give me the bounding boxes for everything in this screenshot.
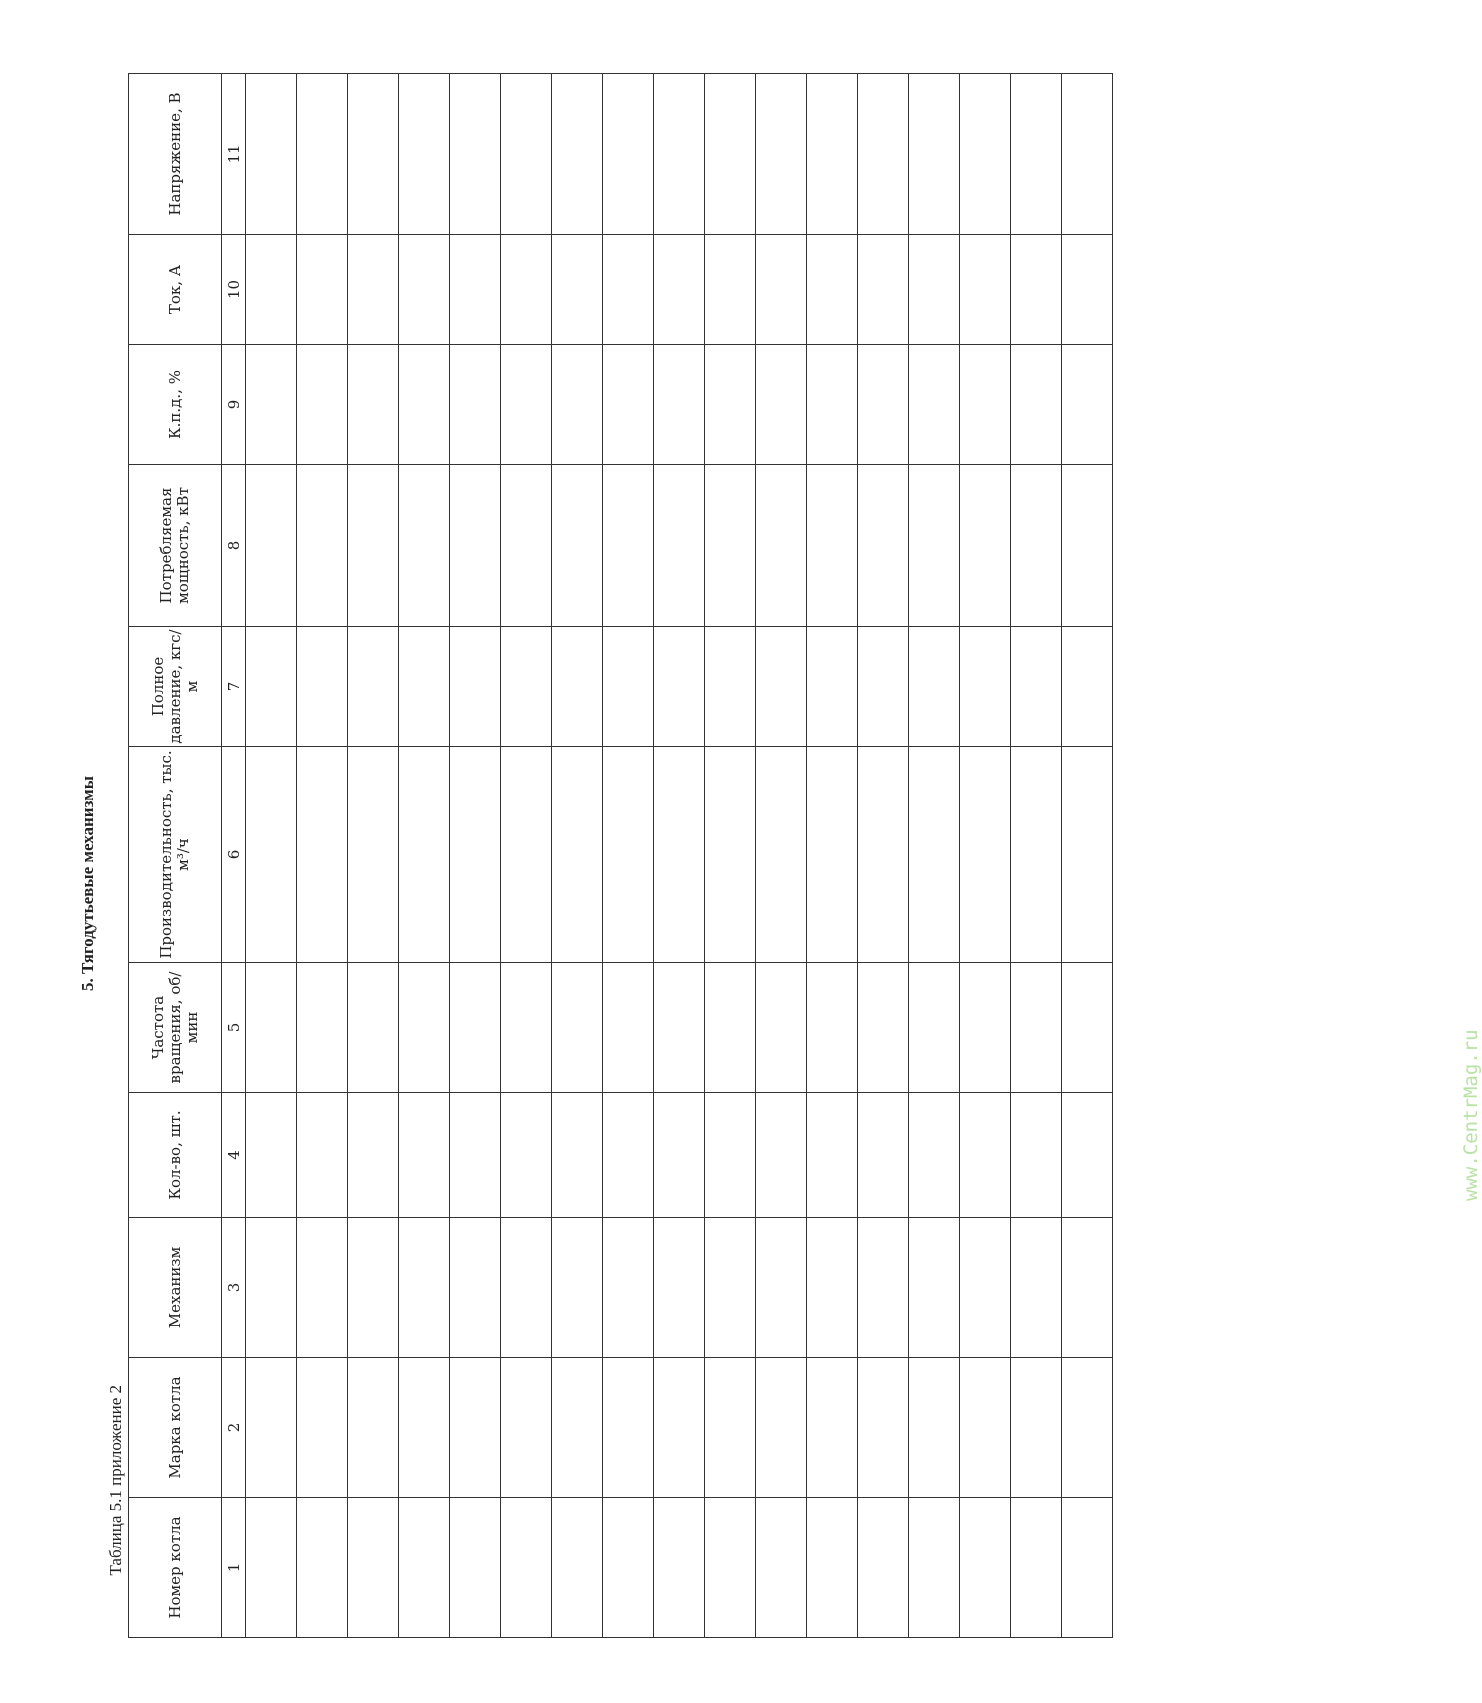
table-cell [1011, 1093, 1062, 1218]
table-cell [807, 627, 858, 747]
table-cell [603, 1218, 654, 1358]
table-cell [1011, 747, 1062, 963]
table-cell [909, 747, 960, 963]
table-cell [297, 1093, 348, 1218]
table-cell [348, 747, 399, 963]
table-cell [450, 1093, 501, 1218]
table-cell [1011, 1358, 1062, 1498]
table-cell [960, 345, 1011, 465]
table-cell [858, 235, 909, 345]
table-cell [297, 1358, 348, 1498]
table-cell [552, 74, 603, 235]
table-cell [603, 627, 654, 747]
table-cell [756, 1218, 807, 1358]
table-cell [756, 747, 807, 963]
table-cell [858, 74, 909, 235]
table-cell [1062, 747, 1113, 963]
table-cell [552, 1093, 603, 1218]
number-row [222, 74, 246, 1638]
table-cell [348, 1218, 399, 1358]
table-cell [756, 1093, 807, 1218]
table-cell [348, 627, 399, 747]
table-cell [807, 235, 858, 345]
table-cell [501, 74, 552, 235]
table-cell [756, 1358, 807, 1498]
table-cell [858, 627, 909, 747]
table-cell [858, 1358, 909, 1498]
table-cell [348, 235, 399, 345]
table-cell [909, 465, 960, 627]
table-row [654, 74, 705, 1638]
header-cell: Ток, А [129, 235, 222, 345]
table-cell [552, 963, 603, 1093]
table-cell [1011, 627, 1062, 747]
table-cell [552, 465, 603, 627]
table-cell [1011, 1218, 1062, 1358]
number-cell: 11 [222, 74, 246, 235]
table-cell [1062, 235, 1113, 345]
table-cell [705, 627, 756, 747]
table-cell [246, 1093, 297, 1218]
table-caption: Таблица 5.1 приложение 2 [106, 1385, 125, 1576]
table-cell [501, 1358, 552, 1498]
table-cell [1062, 963, 1113, 1093]
table-cell [603, 345, 654, 465]
table-cell [807, 747, 858, 963]
table-cell [246, 235, 297, 345]
table-cell [705, 963, 756, 1093]
table-cell [603, 465, 654, 627]
table-row [909, 74, 960, 1638]
table-cell [399, 235, 450, 345]
table-cell [858, 747, 909, 963]
table-cell [960, 963, 1011, 1093]
table-cell [501, 1093, 552, 1218]
table-row [501, 74, 552, 1638]
table-cell [246, 1218, 297, 1358]
table-cell [297, 74, 348, 235]
watermark: www.CentrMag.ru [1460, 1029, 1482, 1201]
table-cell [297, 963, 348, 1093]
number-cell: 2 [222, 1358, 246, 1498]
table-cell [297, 465, 348, 627]
table-cell [348, 1498, 399, 1638]
table-cell [1062, 1498, 1113, 1638]
table-cell [705, 1218, 756, 1358]
table-cell [756, 963, 807, 1093]
table-cell [399, 1358, 450, 1498]
table-cell [807, 1358, 858, 1498]
section-title: 5. Тягодутьевые механизмы [78, 775, 97, 991]
table-cell [654, 1358, 705, 1498]
table-cell [654, 963, 705, 1093]
header-cell: Частота вращения, об/мин [129, 963, 222, 1093]
table-cell [348, 963, 399, 1093]
table-cell [705, 747, 756, 963]
table-cell [909, 1358, 960, 1498]
table-cell [1062, 345, 1113, 465]
table-cell [246, 345, 297, 465]
table-cell [450, 1358, 501, 1498]
table-cell [246, 963, 297, 1093]
table-cell [1011, 235, 1062, 345]
table-row [450, 74, 501, 1638]
header-row [129, 74, 222, 1638]
table-cell [756, 1498, 807, 1638]
table-cell [960, 1498, 1011, 1638]
table-cell [960, 627, 1011, 747]
table-cell [654, 465, 705, 627]
table-cell [552, 627, 603, 747]
table-cell [756, 74, 807, 235]
table-cell [960, 465, 1011, 627]
table-cell [756, 627, 807, 747]
table-cell [807, 465, 858, 627]
table-cell [909, 74, 960, 235]
table-cell [246, 627, 297, 747]
table-cell [654, 235, 705, 345]
table-cell [246, 1498, 297, 1638]
table-cell [399, 1093, 450, 1218]
table-cell [246, 1358, 297, 1498]
table-cell [348, 1358, 399, 1498]
table-cell [603, 747, 654, 963]
table-cell [807, 1498, 858, 1638]
table-cell [807, 1218, 858, 1358]
table-cell [705, 235, 756, 345]
table-cell [1062, 1358, 1113, 1498]
table-cell [858, 963, 909, 1093]
table-row [603, 74, 654, 1638]
table-cell [654, 1093, 705, 1218]
table-cell [348, 1093, 399, 1218]
table-cell [348, 465, 399, 627]
table-cell [654, 747, 705, 963]
table-cell [807, 74, 858, 235]
table-cell [348, 74, 399, 235]
table-cell [450, 963, 501, 1093]
table-cell [246, 747, 297, 963]
mechanisms-table [128, 73, 1113, 1638]
table-cell [654, 627, 705, 747]
table-row [705, 74, 756, 1638]
table-cell [858, 345, 909, 465]
number-cell: 6 [222, 747, 246, 963]
table-cell [603, 1358, 654, 1498]
table-cell [909, 345, 960, 465]
number-cell: 10 [222, 235, 246, 345]
header-cell: Механизм [129, 1218, 222, 1358]
table-cell [399, 74, 450, 235]
table-cell [756, 235, 807, 345]
table-cell [450, 747, 501, 963]
table-cell [246, 74, 297, 235]
table-cell [705, 465, 756, 627]
table-cell [1011, 345, 1062, 465]
table-cell [399, 465, 450, 627]
table-cell [348, 345, 399, 465]
table-cell [297, 345, 348, 465]
table-cell [1011, 1498, 1062, 1638]
table-cell [807, 1093, 858, 1218]
table-cell [246, 465, 297, 627]
table-row [960, 74, 1011, 1638]
table-cell [960, 747, 1011, 963]
table-cell [450, 345, 501, 465]
table-cell [858, 1218, 909, 1358]
table-row [246, 74, 297, 1638]
table-cell [807, 345, 858, 465]
table-cell [450, 74, 501, 235]
table-cell [705, 1093, 756, 1218]
table-cell [960, 74, 1011, 235]
table-cell [501, 747, 552, 963]
table-cell [501, 235, 552, 345]
table-cell [654, 74, 705, 235]
header-cell: Номер котла [129, 1498, 222, 1638]
table-cell [960, 1093, 1011, 1218]
table-cell [756, 465, 807, 627]
table-cell [705, 1358, 756, 1498]
header-cell: К.п.д., % [129, 345, 222, 465]
table-row [348, 74, 399, 1638]
number-cell: 5 [222, 963, 246, 1093]
header-cell: Производительность, тыс. м³/ч [129, 747, 222, 963]
table-row [1011, 74, 1062, 1638]
table-cell [399, 345, 450, 465]
table-cell [450, 627, 501, 747]
number-cell: 4 [222, 1093, 246, 1218]
table-cell [1062, 74, 1113, 235]
table-cell [552, 1218, 603, 1358]
header-cell: Напряжение, В [129, 74, 222, 235]
table-cell [654, 1218, 705, 1358]
table-cell [399, 627, 450, 747]
table-cell [603, 74, 654, 235]
table-cell [756, 345, 807, 465]
table-cell [909, 1218, 960, 1358]
table-cell [1062, 1218, 1113, 1358]
table-cell [960, 235, 1011, 345]
table-cell [603, 235, 654, 345]
header-cell: Потребляемая мощность, кВт [129, 465, 222, 627]
table-cell [654, 1498, 705, 1638]
table-row [297, 74, 348, 1638]
number-cell: 7 [222, 627, 246, 747]
table-cell [399, 963, 450, 1093]
table-cell [654, 345, 705, 465]
table-cell [909, 1093, 960, 1218]
table-cell [501, 627, 552, 747]
table-cell [552, 235, 603, 345]
number-cell: 1 [222, 1498, 246, 1638]
table-cell [705, 1498, 756, 1638]
table-cell [501, 1218, 552, 1358]
table-cell [501, 963, 552, 1093]
table-cell [603, 1498, 654, 1638]
number-cell: 9 [222, 345, 246, 465]
table-cell [501, 1498, 552, 1638]
table-cell [552, 747, 603, 963]
table-row [756, 74, 807, 1638]
header-cell: Кол-во, шт. [129, 1093, 222, 1218]
table-row [552, 74, 603, 1638]
number-cell: 8 [222, 465, 246, 627]
table-cell [501, 345, 552, 465]
table-cell [909, 963, 960, 1093]
table-row [807, 74, 858, 1638]
number-cell: 3 [222, 1218, 246, 1358]
header-cell: Марка котла [129, 1358, 222, 1498]
table-cell [399, 1218, 450, 1358]
table-cell [909, 235, 960, 345]
table-cell [501, 465, 552, 627]
table-cell [297, 747, 348, 963]
table-cell [858, 465, 909, 627]
table-cell [1062, 627, 1113, 747]
table-row [858, 74, 909, 1638]
table-cell [1062, 1093, 1113, 1218]
table-cell [909, 1498, 960, 1638]
table-cell [858, 1093, 909, 1218]
table-cell [552, 1358, 603, 1498]
table-cell [399, 747, 450, 963]
table-cell [1011, 465, 1062, 627]
table-cell [297, 1218, 348, 1358]
table-cell [603, 963, 654, 1093]
table-cell [297, 235, 348, 345]
table-cell [1062, 465, 1113, 627]
table-row [1062, 74, 1113, 1638]
table-cell [603, 1093, 654, 1218]
table-cell [450, 465, 501, 627]
header-cell: Полное давление, кгс/м [129, 627, 222, 747]
table-cell [297, 1498, 348, 1638]
table-cell [960, 1218, 1011, 1358]
table-cell [552, 1498, 603, 1638]
table-cell [1011, 963, 1062, 1093]
table-cell [960, 1358, 1011, 1498]
table-cell [552, 345, 603, 465]
table-cell [450, 1218, 501, 1358]
table-cell [450, 1498, 501, 1638]
table-cell [450, 235, 501, 345]
table-cell [807, 963, 858, 1093]
table-cell [297, 627, 348, 747]
table-cell [1011, 74, 1062, 235]
table-cell [399, 1498, 450, 1638]
table-cell [909, 627, 960, 747]
table-cell [858, 1498, 909, 1638]
table-cell [705, 74, 756, 235]
table-cell [705, 345, 756, 465]
table-row [399, 74, 450, 1638]
